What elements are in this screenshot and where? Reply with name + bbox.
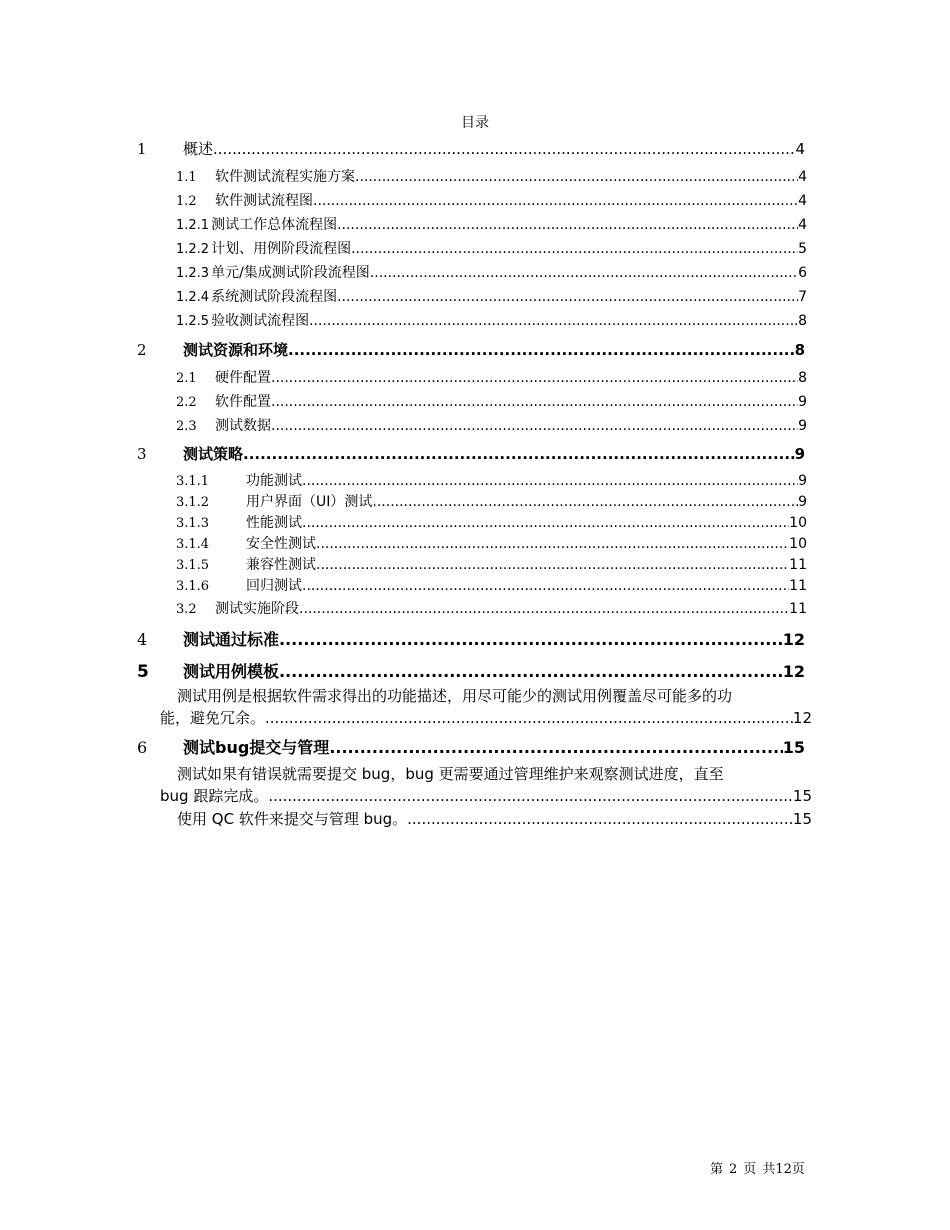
toc-leader-dots (265, 707, 793, 729)
toc-entry-number: 3.2 (176, 602, 197, 617)
toc-entry-1-2-5[interactable] (176, 310, 807, 332)
toc-entry-number: 2.1 (176, 371, 197, 386)
toc-entry-number: 1.2.2 (176, 242, 210, 257)
toc-leader-dots (337, 289, 798, 305)
toc-leader-dots (313, 193, 798, 209)
toc-entry-number: 3.1.4 (176, 537, 210, 552)
toc-entry-text: 单元/集成测试阶段流程图 (211, 265, 370, 281)
toc-entry-3-1-6[interactable] (176, 575, 807, 597)
toc-leader-dots (355, 169, 798, 185)
toc-paragraph-line: 测试如果有错误就需要提交 bug，bug 更需要通过管理维护来观察测试进度，直至 (177, 765, 724, 783)
toc-entry-text: 测试资源和环境 (183, 341, 289, 359)
toc-paragraph-entry[interactable] (160, 685, 812, 729)
toc-entry-page: 11 (789, 557, 807, 573)
toc-entry-1[interactable] (137, 138, 805, 160)
toc-entry-number: 1.2 (176, 194, 197, 209)
toc-paragraph-line: 使用 QC 软件来提交与管理 bug。 (177, 810, 408, 828)
toc-entry-page: 6 (798, 265, 807, 281)
toc-entry-page: 15 (792, 787, 812, 805)
toc-leader-dots (288, 341, 795, 359)
toc-entry-text: 概述 (183, 140, 214, 158)
toc-entry-number: 3.1.6 (176, 579, 210, 594)
toc-entry-number: 1.2.3 (176, 266, 210, 281)
toc-entry-number: 2 (137, 341, 147, 359)
toc-entry-page: 7 (798, 289, 807, 305)
toc-entry-text: 系统测试阶段流程图 (211, 289, 338, 305)
toc-entry-page: 9 (798, 394, 807, 410)
toc-leader-dots (329, 738, 782, 757)
toc-entry-text: 用户界面（UI）测试 (246, 494, 373, 510)
toc-entry-text: 安全性测试 (246, 536, 316, 552)
toc-entry-page: 8 (794, 341, 805, 359)
toc-entry-number: 2.3 (176, 419, 197, 434)
toc-entry-text: 回归测试 (246, 578, 302, 594)
toc-entry-page: 12 (782, 630, 805, 649)
footer-current-page: 2 (729, 1162, 738, 1177)
toc-entry-1-1[interactable] (176, 166, 807, 188)
toc-entry-1-2-2[interactable] (176, 238, 807, 260)
footer-total-pages: 12 (775, 1162, 792, 1177)
toc-leader-dots (370, 265, 798, 281)
toc-leader-dots (302, 473, 798, 489)
toc-leader-dots (337, 217, 798, 233)
toc-entry-3[interactable] (137, 443, 805, 465)
toc-leader-dots (407, 808, 793, 830)
toc-entry-1-2-1[interactable] (176, 214, 807, 236)
toc-leader-dots (279, 630, 783, 649)
toc-entry-2-1[interactable] (176, 367, 807, 389)
toc-paragraph-line: bug 跟踪完成。 (160, 787, 269, 805)
toc-entry-number: 6 (137, 738, 148, 757)
toc-leader-dots (268, 785, 793, 807)
toc-entry-page: 8 (798, 313, 807, 329)
toc-paragraph-entry[interactable] (160, 763, 812, 807)
toc-entry-5[interactable] (137, 659, 805, 681)
toc-entry-number: 1 (137, 140, 147, 158)
toc-entry-3-2[interactable] (176, 598, 807, 620)
toc-leader-dots (279, 662, 783, 681)
toc-leader-dots (299, 601, 789, 617)
toc-entry-text: 硬件配置 (215, 370, 271, 386)
toc-entry-3-1-1[interactable] (176, 470, 807, 492)
toc-entry-page: 4 (798, 193, 807, 209)
toc-leader-dots (271, 394, 798, 410)
toc-entry-number: 1.2.4 (176, 290, 210, 305)
toc-entry-number: 1.2.1 (176, 218, 210, 233)
toc-entry-page: 9 (794, 445, 805, 463)
toc-entry-2[interactable] (137, 339, 805, 361)
footer-page-unit: 页 (743, 1162, 757, 1177)
page-footer (710, 1158, 805, 1177)
toc-entry-text: 测试实施阶段 (215, 601, 299, 617)
toc-entry-page: 4 (798, 217, 807, 233)
toc-leader-dots (302, 515, 789, 531)
toc-entry-3-1-4[interactable] (176, 533, 807, 555)
toc-entry-1-2-4[interactable] (176, 286, 807, 308)
toc-entry-text: 计划、用例阶段流程图 (211, 241, 352, 257)
toc-entry-text: 测试通过标准 (183, 630, 280, 649)
toc-entry-number: 3.1.5 (176, 558, 210, 573)
toc-entry-text: 性能测试 (246, 515, 302, 531)
toc-entry-number: 3.1.2 (176, 495, 210, 510)
toc-leader-dots (316, 557, 789, 573)
toc-entry-2-2[interactable] (176, 391, 807, 413)
toc-title: 目录 (461, 115, 489, 131)
footer-total-unit: 页 (791, 1162, 805, 1177)
toc-entry-text: 测试用例模板 (183, 662, 280, 681)
toc-entry-3-1-2[interactable] (176, 491, 807, 513)
toc-entry-page: 4 (798, 169, 807, 185)
toc-entry-text: 测试工作总体流程图 (211, 217, 338, 233)
toc-entry-text: 软件测试流程图 (215, 193, 313, 209)
toc-entry-number: 1.1 (176, 170, 197, 185)
footer-total-label: 共 (762, 1162, 776, 1177)
toc-entry-page: 5 (798, 241, 807, 257)
toc-entry-1-2[interactable] (176, 190, 807, 212)
toc-entry-text: 兼容性测试 (246, 557, 316, 573)
toc-entry-number: 3.1.3 (176, 516, 210, 531)
toc-entry-6[interactable] (137, 735, 805, 757)
toc-leader-dots (302, 578, 789, 594)
toc-paragraph-line: 能，避免冗余。 (160, 709, 266, 727)
toc-entry-3-1-3[interactable] (176, 512, 807, 534)
toc-entry-number: 3 (137, 445, 147, 463)
toc-paragraph-line: 测试用例是根据软件需求得出的功能描述，用尽可能少的测试用例覆盖尽可能多的功 (177, 687, 733, 705)
toc-leader-dots (271, 418, 798, 434)
footer-page-label: 第 (710, 1162, 724, 1177)
toc-entry-page: 8 (798, 370, 807, 386)
toc-entry-page: 15 (792, 810, 812, 828)
toc-entry-3-1-5[interactable] (176, 554, 807, 576)
toc-leader-dots (372, 494, 798, 510)
toc-leader-dots (351, 241, 798, 257)
toc-entry-number: 3.1.1 (176, 474, 210, 489)
toc-leader-dots (316, 536, 789, 552)
toc-entry-1-2-3[interactable] (176, 262, 807, 284)
toc-entry-page: 9 (798, 418, 807, 434)
toc-entry-number: 5 (137, 662, 149, 682)
toc-entry-2-3[interactable] (176, 415, 807, 437)
toc-entry-page: 11 (789, 578, 807, 594)
toc-paragraph-entry[interactable] (177, 808, 812, 830)
toc-entry-text: 测试bug提交与管理 (183, 738, 330, 757)
toc-leader-dots (271, 370, 798, 386)
toc-leader-dots (213, 140, 795, 158)
toc-entry-4[interactable] (137, 627, 805, 649)
toc-entry-text: 验收测试流程图 (211, 313, 310, 329)
toc-entry-page: 11 (789, 601, 807, 617)
toc-entry-text: 软件测试流程实施方案 (215, 169, 355, 185)
toc-entry-page: 9 (798, 494, 807, 510)
toc-entry-page: 10 (789, 515, 807, 531)
toc-leader-dots (243, 445, 795, 463)
toc-entry-page: 10 (789, 536, 807, 552)
toc-entry-page: 15 (782, 738, 805, 757)
toc-entry-text: 测试数据 (215, 418, 271, 434)
toc-entry-page: 4 (795, 140, 805, 158)
toc-entry-text: 功能测试 (246, 473, 302, 489)
toc-leader-dots (309, 313, 798, 329)
toc-entry-number: 1.2.5 (176, 314, 210, 329)
toc-entry-page: 12 (792, 709, 812, 727)
toc-entry-page: 12 (782, 662, 805, 681)
toc-entry-text: 测试策略 (183, 445, 244, 463)
toc-entry-page: 9 (798, 473, 807, 489)
toc-entry-number: 2.2 (176, 395, 197, 410)
toc-entry-text: 软件配置 (215, 394, 271, 410)
toc-entry-number: 4 (137, 630, 148, 649)
